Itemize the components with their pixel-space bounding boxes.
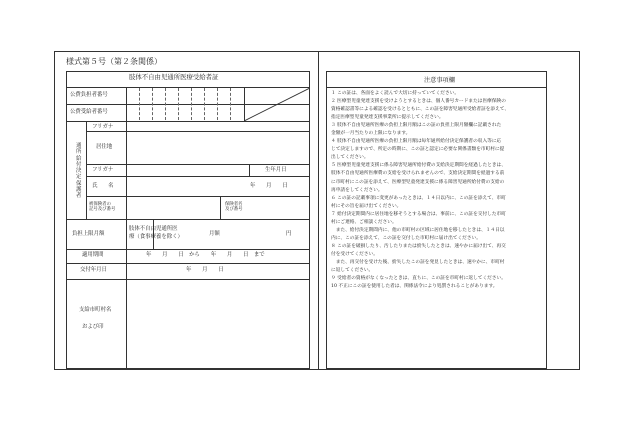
form-number: 様式第５号（第２条関係） (66, 57, 162, 66)
yen-label: 円 (286, 231, 292, 237)
note-line: 付を受けてください。 (331, 251, 378, 257)
address-label: 居住地 (96, 144, 113, 150)
note-line: 村にご連絡、ご相談ください。 (331, 219, 397, 225)
note-line: また、再交付を受けた後、紛失したこの証を発見したときは、速やかに、市町村 (331, 259, 505, 265)
note-line: 金額が一月当たりの上限になります。 (331, 131, 411, 137)
insurer-name-label: 保険者名 及び番号 (225, 202, 243, 213)
note-line: 出してください。 (331, 155, 369, 161)
seal-label: および印 (82, 324, 104, 330)
monthly-label: 月額 (209, 231, 220, 237)
note-line: 資格確認書等による確認を受けるとともに、この証を障害児通所受給者証を添えて、 (331, 107, 510, 113)
note-line: ５ 医療型児童発達支援に係る障害児通所給付費の支給決定期間を経過したときは、 (331, 163, 506, 169)
certificate-title: 肢体不自由児通所医療受給者証 (129, 73, 219, 81)
furigana-label-2: フリガナ (92, 167, 114, 173)
municipality-label: 支給市町村名 (79, 307, 112, 313)
insured-symbol-label: 被保険者の 記号及び番号 (89, 202, 116, 213)
issue-date-label: 交付年月日 (80, 267, 107, 273)
note-line: ９ 受給者の資格がなくなったときは、直ちに、この証を市町村に返してください。 (331, 276, 506, 282)
name-label: 氏 名 (92, 183, 114, 189)
note-line: 指定医療型児童発達支援事業所に提示してください。 (331, 115, 444, 121)
issue-date-value: 年 月 日 (186, 267, 224, 273)
note-line: また、給付決定期間内に、他の市町村の区域に居住地を移したときは、１４日以 (331, 227, 505, 233)
note-line: ７ 給付決定期間内に居住地を移そうとする場合は、事前に、この証を交付した市町 (331, 211, 506, 217)
note-line: 内に、この証を添えて、この証を交付した市町村に届け出てください。 (331, 235, 481, 241)
payer-number-label: 公費負担者番号 (70, 92, 108, 98)
note-line: に市町村にこの証を添えて、医療型児童発達支援に係る障害児通所給付費の支給の (331, 179, 505, 185)
note-line: 再申請をしてください。 (331, 187, 383, 193)
furigana-label-1: フリガナ (92, 124, 114, 130)
note-line: に返してください。 (331, 268, 374, 274)
notes-title: 注意事項欄 (424, 77, 455, 84)
birth-date-value: 年 月 日 (250, 183, 288, 189)
note-line: ３ 肢体不自由児通所医療の負担上限月額はこの証の負担上限月額欄に記載された (331, 123, 502, 129)
note-line: ４ 肢体不自由児通所医療の負担上限月額は毎年通所給付決定保護者の収入等に応 (331, 139, 502, 145)
fold-line (318, 51, 319, 370)
note-line: １ この証は、各面をよく読んで大切に持っていてください。 (331, 91, 460, 96)
note-line: 村にその旨を届け出てください。 (331, 203, 402, 209)
note-line: 肢体不自由児通所医療費の支給を受けられませんので、支給決定期間を経過する前 (331, 171, 505, 177)
cap-description: 肢体不自由児通所医 療（食事療養を除く） (129, 226, 183, 240)
recipient-number-label: 公費受給者番号 (70, 109, 108, 115)
diagonal-strike (244, 88, 310, 121)
guardian-section-label: 通所給付決定保護者 (76, 143, 82, 200)
note-line: ６ この証の記載事項に変更があったときは、１４日以内に、この証を添えて、市町 (331, 195, 506, 201)
note-line: ８ この証を破損したり、汚したりまたは紛失したときは、速やかに届け出て、再交 (331, 243, 506, 249)
period-label: 適用期間 (82, 252, 104, 258)
period-value: 年 月 日 から 年 月 日 まで (146, 252, 265, 258)
birth-date-label: 生年月日 (265, 167, 287, 173)
note-line: ２ 医療型児童発達支援を受けようとするときは、個人番号カードまたは医療保険の (331, 99, 506, 105)
note-line: じて決定しますので、所定の時期に、この証と認定に必要な関係書類を市町村に提 (331, 147, 505, 153)
cap-label: 負担上限月額 (72, 231, 105, 237)
notes-list (331, 90, 543, 291)
note-line: 10 不正にこの証を使用した者は、関係法令により処罰されることがあります。 (331, 284, 498, 290)
